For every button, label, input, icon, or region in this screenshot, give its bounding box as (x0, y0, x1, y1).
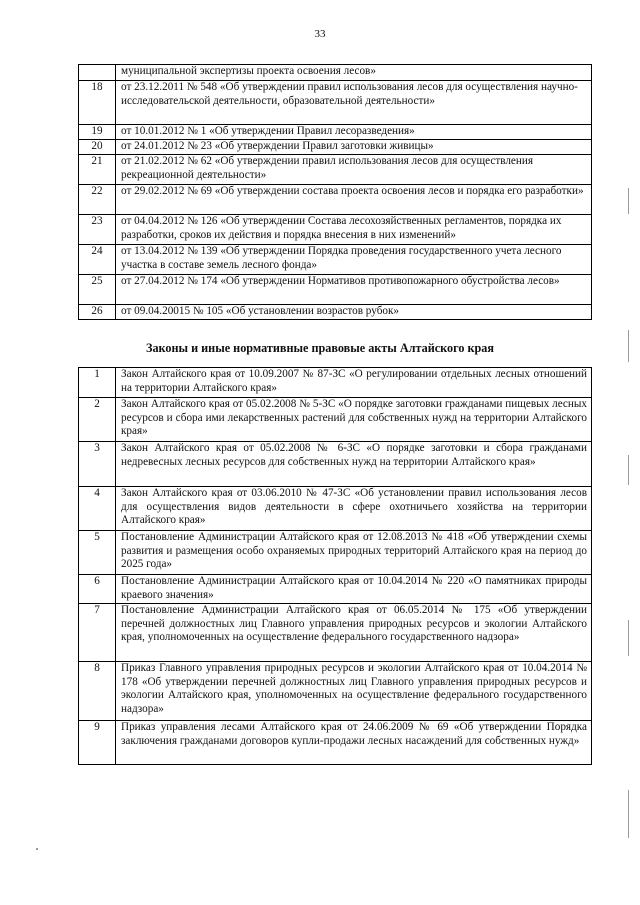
row-text: от 04.04.2012 № 126 «Об утверждении Состава лесохозяйственных регламентов, порядка их разработки, сроков их действия и порядка внесения в них изменений» (116, 215, 592, 245)
regional-acts-table (78, 367, 592, 765)
scan-margin-mark (628, 330, 629, 362)
row-number: 20 (79, 140, 116, 155)
row-text: Постановление Администрации Алтайского края от 10.04.2014 № 220 «О памятниках природы краевого значения» (116, 575, 592, 604)
table-row (79, 487, 592, 531)
table-row (79, 305, 592, 320)
row-number (79, 65, 116, 81)
row-text: Закон Алтайского края от 05.02.2008 № 5-ЗС «О порядке заготовки гражданами пищевых лесных ресурсов и сбора ими лекарственных растений для собственных нужд на территории Алтайского края» (116, 398, 592, 442)
row-number: 22 (79, 185, 116, 215)
table-row (79, 398, 592, 442)
row-text: муниципальной экспертизы проекта освоения лесов» (116, 65, 592, 81)
table-row (79, 185, 592, 215)
row-number: 3 (79, 442, 116, 487)
scan-margin-mark (628, 188, 629, 214)
row-number: 9 (79, 721, 116, 765)
table-row (79, 531, 592, 575)
row-text: от 21.02.2012 № 62 «Об утверждении правил использования лесов для осуществления рекреационной деятельности» (116, 155, 592, 185)
table-row (79, 140, 592, 155)
row-number: 2 (79, 398, 116, 442)
row-text: от 13.04.2012 № 139 «Об утверждении Порядка проведения государственного учета лесного участка в составе земель лесного фонда» (116, 245, 592, 275)
scan-margin-mark (628, 790, 629, 838)
table-row (79, 245, 592, 275)
table-row (79, 442, 592, 487)
row-text: от 24.01.2012 № 23 «Об утверждении Правил заготовки живицы» (116, 140, 592, 155)
row-text: Приказ управления лесами Алтайского края от 24.06.2009 № 69 «Об утверждении Порядка заключения гражданами договоров купли-продажи лесных насаждений для собственных нужд» (116, 721, 592, 765)
row-number: 24 (79, 245, 116, 275)
table-row (79, 125, 592, 140)
row-number: 23 (79, 215, 116, 245)
row-text: Закон Алтайского края от 03.06.2010 № 47-ЗС «Об установлении правил использования лесов для осуществления видов деятельности в сфере охотничьего хозяйства на территории Алтайского края» (116, 487, 592, 531)
row-number: 4 (79, 487, 116, 531)
scan-margin-mark (628, 620, 629, 656)
row-number: 8 (79, 662, 116, 721)
federal-acts-table (78, 64, 592, 320)
row-text: от 10.01.2012 № 1 «Об утверждении Правил лесоразведения» (116, 125, 592, 140)
table-row (79, 275, 592, 305)
table-row (79, 662, 592, 721)
table-row (79, 215, 592, 245)
row-text: Приказ Главного управления природных ресурсов и экологии Алтайского края от 10.04.2014 № 178 «Об утверждении перечней должностных лиц Главного управления природных ресурсов и экологии Алтайского края, уполномоченных на осуществление федерального государственного надзора» (116, 662, 592, 721)
row-number: 18 (79, 81, 116, 125)
row-text: от 27.04.2012 № 174 «Об утверждении Нормативов противопожарного обустройства лесов» (116, 275, 592, 305)
table-row (79, 575, 592, 604)
scan-dust (36, 848, 38, 850)
page-number: 33 (314, 28, 326, 40)
table-row (79, 65, 592, 81)
row-text: от 23.12.2011 № 548 «Об утверждении правил использования лесов для осуществления научно-исследовательской деятельности, образовательной деятельности» (116, 81, 592, 125)
row-number: 21 (79, 155, 116, 185)
table-row (79, 81, 592, 125)
row-text: от 29.02.2012 № 69 «Об утверждении состава проекта освоения лесов и порядка его разработки» (116, 185, 592, 215)
row-text: Закон Алтайского края от 05.02.2008 № 6-ЗС «О порядке заготовки и сбора гражданами недревесных лесных ресурсов для собственных нужд на территории Алтайского края» (116, 442, 592, 487)
row-number: 7 (79, 604, 116, 662)
row-text: Постановление Администрации Алтайского края от 12.08.2013 № 418 «Об утверждении схемы развития и размещения особо охраняемых природных территорий Алтайского края на период до 2025 года» (116, 531, 592, 575)
row-number: 1 (79, 368, 116, 398)
row-text: Закон Алтайского края от 10.09.2007 № 87-ЗС «О регулировании отдельных лесных отношений на территории Алтайского края» (116, 368, 592, 398)
row-text: от 09.04.20015 № 105 «Об установлении возрастов рубок» (116, 305, 592, 320)
scan-margin-mark (628, 455, 629, 485)
row-number: 25 (79, 275, 116, 305)
row-number: 5 (79, 531, 116, 575)
row-number: 6 (79, 575, 116, 604)
row-number: 19 (79, 125, 116, 140)
section-heading: Законы и иные нормативные правовые акты Алтайского края (146, 341, 494, 355)
table-row (79, 155, 592, 185)
row-number: 26 (79, 305, 116, 320)
table-row (79, 721, 592, 765)
table-row (79, 368, 592, 398)
table-row (79, 604, 592, 662)
row-text: Постановление Администрации Алтайского края от 06.05.2014 № 175 «Об утверждении перечней должностных лиц Главного управления природных ресурсов и экологии Алтайского края, уполномоченных на осуществление федерального государственного надзора» (116, 604, 592, 662)
